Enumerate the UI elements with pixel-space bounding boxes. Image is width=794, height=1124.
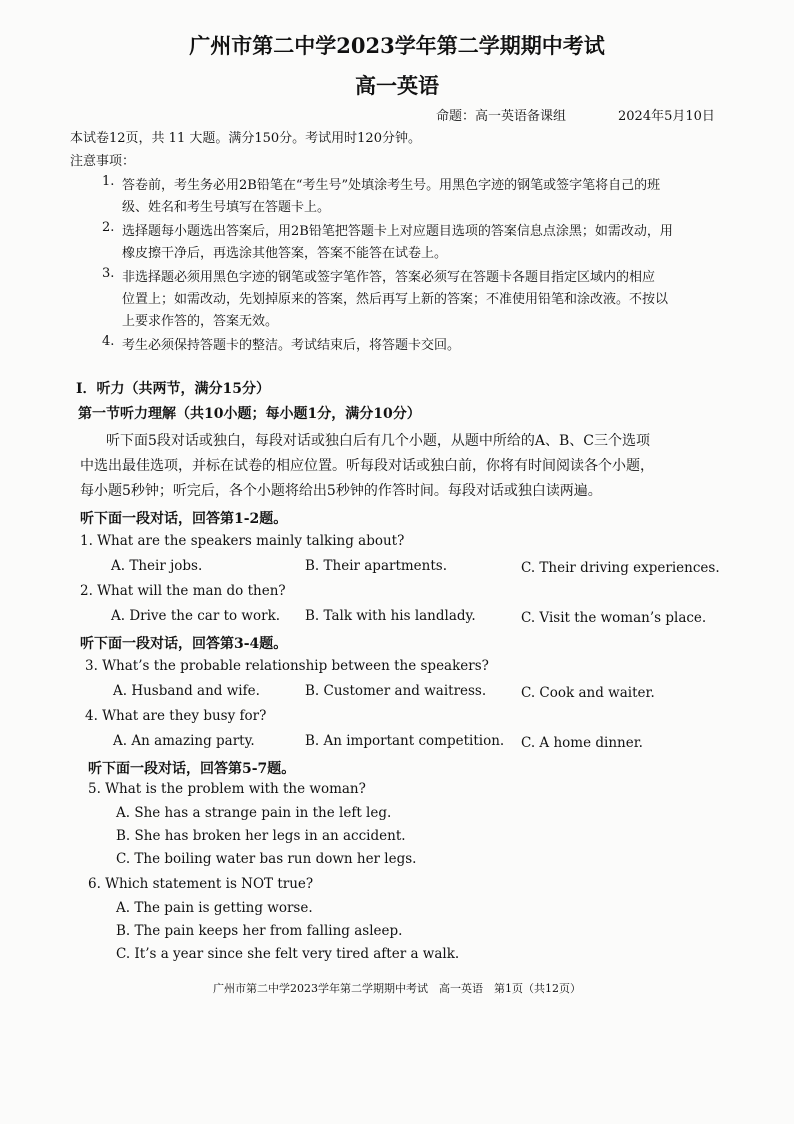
note-number: 1. <box>102 174 115 189</box>
part-title: I．听力（共两节，满分15分） <box>76 381 271 397</box>
note-number: 3. <box>102 266 115 281</box>
option-c: C. Visit the woman’s place. <box>521 610 707 626</box>
question: 4. What are they busy for? <box>85 708 267 724</box>
note-line: 考生必须保持答题卡的整洁。考试结束后，将答题卡交回。 <box>122 338 461 353</box>
option-b: B. Customer and waitress. <box>305 683 487 699</box>
note-line: 非选择题必须用黑色字迹的钢笔或签字笔作答，答案必须写在答题卡各题目指定区域内的相应 <box>122 270 656 285</box>
option-a: A. The pain is getting worse. <box>116 900 313 916</box>
question: 5. What is the problem with the woman? <box>88 781 366 797</box>
exam-date: 2024年5月10日 <box>618 109 715 124</box>
instruction-line: 中选出最佳选项，并标在试卷的相应位置。听每段对话或独白前，你将有时间阅读各个小题， <box>80 458 654 474</box>
note-line: 橡皮擦干净后，再选涂其他答案，答案不能答在试卷上。 <box>122 246 448 261</box>
note-number: 2. <box>102 220 115 235</box>
option-b: B. An important competition. <box>305 733 505 749</box>
question: 2. What will the man do then? <box>80 583 286 599</box>
subject-title: 高一英语 <box>355 73 439 98</box>
question: 3. What’s the probable relationship between the speakers? <box>85 658 489 674</box>
note-line: 选择题每小题选出答案后，用2B铅笔把答题卡上对应题目选项的答案信息点涂黑；如需改动，用 <box>122 224 673 239</box>
page-footer: 广州市第二中学2023学年第二学期期中考试 高一英语 第1页（共12页） <box>213 982 581 995</box>
option-a: A. Husband and wife. <box>113 683 260 699</box>
option-a: A. Their jobs. <box>111 558 203 574</box>
option-b: B. Their apartments. <box>305 558 448 574</box>
note-line: 级、姓名和考生号填写在答题卡上。 <box>122 200 331 215</box>
question: 1. What are the speakers mainly talking about? <box>80 533 405 549</box>
option-b: B. She has broken her legs in an accident. <box>116 828 406 844</box>
option-c: C. Cook and waiter. <box>521 685 655 701</box>
dialogue-group-label: 听下面一段对话，回答第3-4题。 <box>80 636 288 652</box>
dialogue-group-label: 听下面一段对话，回答第5-7题。 <box>88 761 296 777</box>
option-b: B. Talk with his landlady. <box>305 608 476 624</box>
note-line: 位置上；如需改动，先划掉原来的答案，然后再写上新的答案；不准使用铅笔和涂改液。不按以 <box>122 292 669 307</box>
option-b: B. The pain keeps her from falling asleep. <box>116 923 403 939</box>
note-line: 答卷前，考生务必用2B铅笔在“考生号”处填涂考生号。用黑色字迹的钢笔或签字笔将自己的班 <box>122 178 661 193</box>
exam-title: 广州市第二中学2023学年第二学期期中考试 <box>189 33 605 58</box>
option-a: A. She has a strange pain in the left leg. <box>116 805 392 821</box>
notes-label: 注意事项： <box>70 154 136 169</box>
option-a: A. Drive the car to work. <box>111 608 281 624</box>
note-number: 4. <box>102 334 115 349</box>
section-title: 第一节听力理解（共10小题；每小题1分，满分10分） <box>78 406 421 422</box>
instruction-line: 每小题5秒钟；听完后，各个小题将给出5秒钟的作答时间。每段对话或独白读两遍。 <box>80 483 602 499</box>
author-line: 命题：高一英语备课组 <box>436 109 567 124</box>
option-c: C. A home dinner. <box>521 735 643 751</box>
option-c: C. The boiling water bas run down her legs. <box>116 851 417 867</box>
option-a: A. An amazing party. <box>113 733 255 749</box>
note-line: 上要求作答的，答案无效。 <box>122 314 279 329</box>
exam-summary: 本试卷12页，共 11 大题。满分150分。考试用时120分钟。 <box>70 131 421 146</box>
option-c: C. It’s a year since she felt very tired after a walk. <box>116 946 460 962</box>
option-c: C. Their driving experiences. <box>521 560 720 576</box>
question: 6. Which statement is NOT true? <box>88 876 314 892</box>
dialogue-group-label: 听下面一段对话，回答第1-2题。 <box>80 511 288 527</box>
instruction-line: 听下面5段对话或独白，每段对话或独白后有几个小题，从题中所给的A、B、C三个选项 <box>106 433 651 449</box>
